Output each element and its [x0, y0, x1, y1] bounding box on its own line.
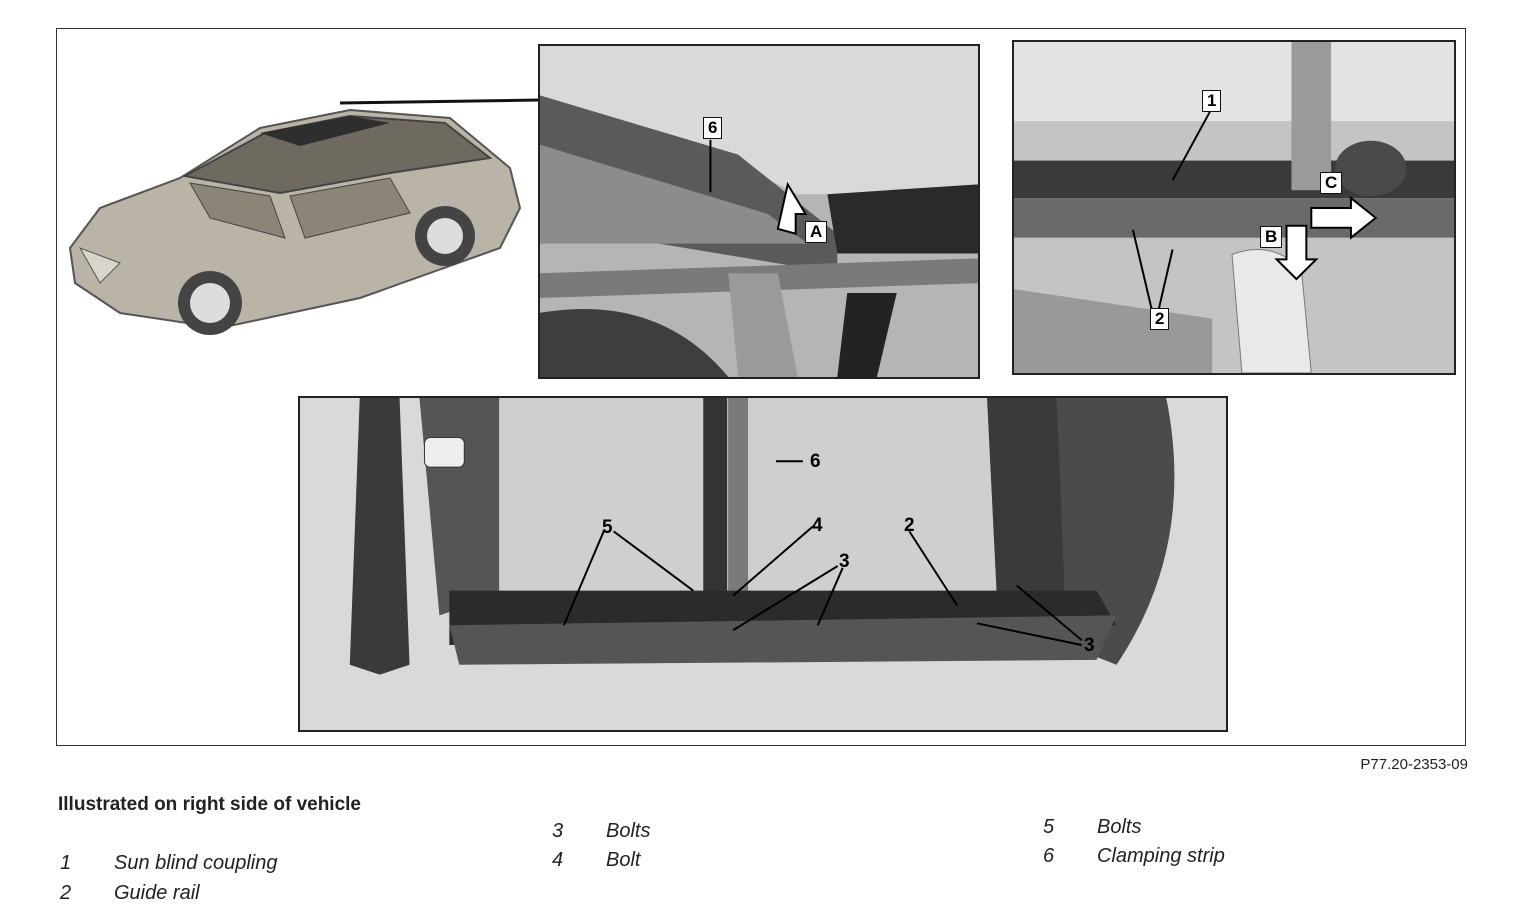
photo-panel-guide-rail-bolts	[298, 396, 1228, 732]
callout-part-2: 2	[904, 515, 915, 536]
legend-item: 6 Clamping strip	[1043, 845, 1225, 867]
callout-part-2: 2	[1150, 308, 1169, 330]
legend-item: 2 Guide rail	[60, 882, 200, 904]
callout-part-5: 5	[602, 517, 613, 538]
callout-part-3: 3	[839, 551, 850, 572]
car-illustration	[60, 98, 540, 338]
photo-panel-sun-blind-coupling	[1012, 40, 1456, 375]
legend-item: 4 Bolt	[552, 849, 641, 871]
figure-reference-code: P77.20-2353-09	[1360, 756, 1468, 773]
legend-item: 5 Bolts	[1043, 816, 1142, 838]
legend-title: Illustrated on right side of vehicle	[58, 794, 361, 815]
photo-panel-clamping-strip	[538, 44, 980, 379]
callout-part-4: 4	[812, 515, 823, 536]
callout-part-6: 6	[703, 117, 722, 139]
callout-part-1: 1	[1202, 90, 1221, 112]
callout-part-6: 6	[810, 451, 821, 472]
legend-item: 1 Sun blind coupling	[60, 852, 278, 874]
callout-arrow-a: A	[805, 221, 827, 243]
callout-part-3: 3	[1084, 635, 1095, 656]
callout-arrow-c: C	[1320, 172, 1342, 194]
callout-arrow-b: B	[1260, 226, 1282, 248]
legend-item: 3 Bolts	[552, 820, 651, 842]
